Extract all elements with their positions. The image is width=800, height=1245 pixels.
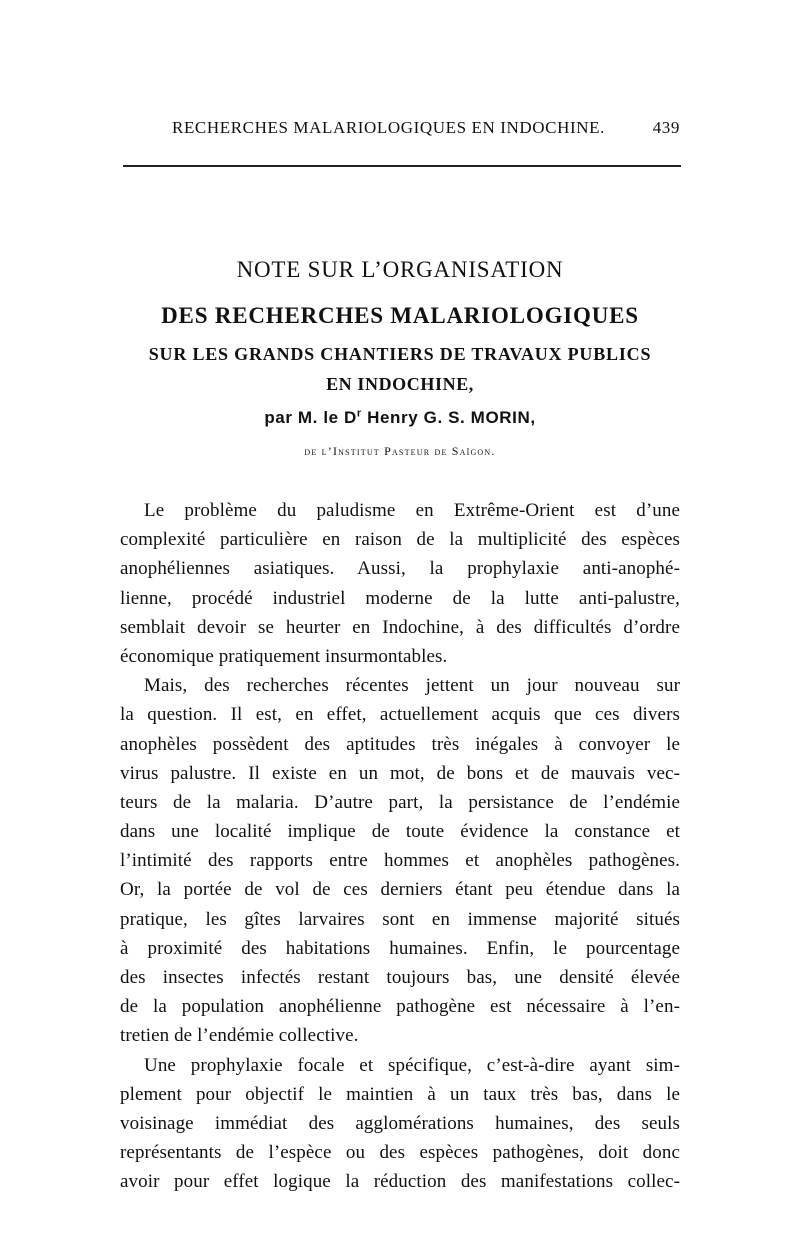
title-line-2: DES RECHERCHES MALARIOLOGIQUES	[161, 303, 639, 328]
body-line: voisinage immédiat des agglomérations humaines, des seuls	[120, 1112, 680, 1134]
body-line: représentants de l’espèce ou des espèces pathogènes, doit donc	[120, 1142, 680, 1164]
running-title: RECHERCHES MALARIOLOGIQUES EN INDOCHINE.	[172, 118, 605, 137]
header-rule	[123, 165, 681, 167]
body-line: des insectes infectés restant toujours bas, une densité élevée	[120, 967, 680, 988]
author-title-superscript: r	[356, 407, 362, 420]
body-line: complexité particulière en raison de la multiplicité des espèces	[120, 529, 680, 551]
title-line-4: EN INDOCHINE,	[326, 374, 474, 394]
page-number: 439	[652, 118, 680, 137]
title-line-3: SUR LES GRANDS CHANTIERS DE TRAVAUX PUBLICS	[148, 344, 652, 364]
body-line: Une prophylaxie focale et spécifique, c’est-à-dire ayant sim-	[144, 1054, 680, 1076]
article-title-block	[100, 255, 700, 460]
body-line: anophéliennes asiatiques. Aussi, la prophylaxie anti-anophé-	[120, 558, 680, 580]
body-line: la question. Il est, en effet, actuellement acquis que ces divers	[120, 704, 680, 726]
body-text	[120, 496, 680, 1197]
author-line	[100, 406, 700, 430]
body-line: Or, la portée de vol de ces derniers étant peu étendue dans la	[120, 879, 680, 901]
body-line: teurs de la malaria. D’autre part, la persistance de l’endémie	[120, 791, 680, 813]
body-line: à proximité des habitations humaines. Enfin, le pourcentage	[120, 937, 680, 959]
body-line: semblait devoir se heurter en Indochine, à des difficultés d’ordre	[120, 616, 680, 638]
affiliation: de l’Institut Pasteur de Saïgon.	[304, 444, 496, 458]
body-line: virus palustre. Il existe en un mot, de bons et de mauvais vec-	[120, 762, 680, 784]
body-line: anophèles possèdent des aptitudes très inégales à convoyer le	[120, 733, 680, 755]
body-line: avoir pour effet logique la réduction des manifestations collec-	[120, 1171, 680, 1193]
body-line: plement pour objectif le maintien à un taux très bas, dans le	[120, 1083, 680, 1105]
running-header	[170, 118, 680, 142]
body-line: l’intimité des rapports entre hommes et anophèles pathogènes.	[120, 850, 680, 872]
title-line-1: NOTE SUR L’ORGANISATION	[236, 257, 564, 282]
body-line: de la population anophélienne pathogène est nécessaire à l’en-	[120, 996, 680, 1018]
body-line: économique pratiquement insurmontables.	[120, 645, 448, 667]
body-line: tretien de l’endémie collective.	[120, 1025, 359, 1047]
body-line: Mais, des recherches récentes jettent un jour nouveau sur	[144, 675, 680, 697]
author-name: Henry G. S. MORIN,	[361, 408, 536, 427]
body-line: Le problème du paludisme en Extrême-Orient est d’une	[144, 500, 680, 521]
body-line: pratique, les gîtes larvaires sont en immense majorité situés	[120, 908, 680, 930]
author-prefix: par M. le D	[264, 408, 357, 427]
body-line: dans une localité implique de toute évidence la constance et	[120, 821, 680, 843]
body-line: lienne, procédé industriel moderne de la lutte anti-palustre,	[120, 587, 680, 609]
